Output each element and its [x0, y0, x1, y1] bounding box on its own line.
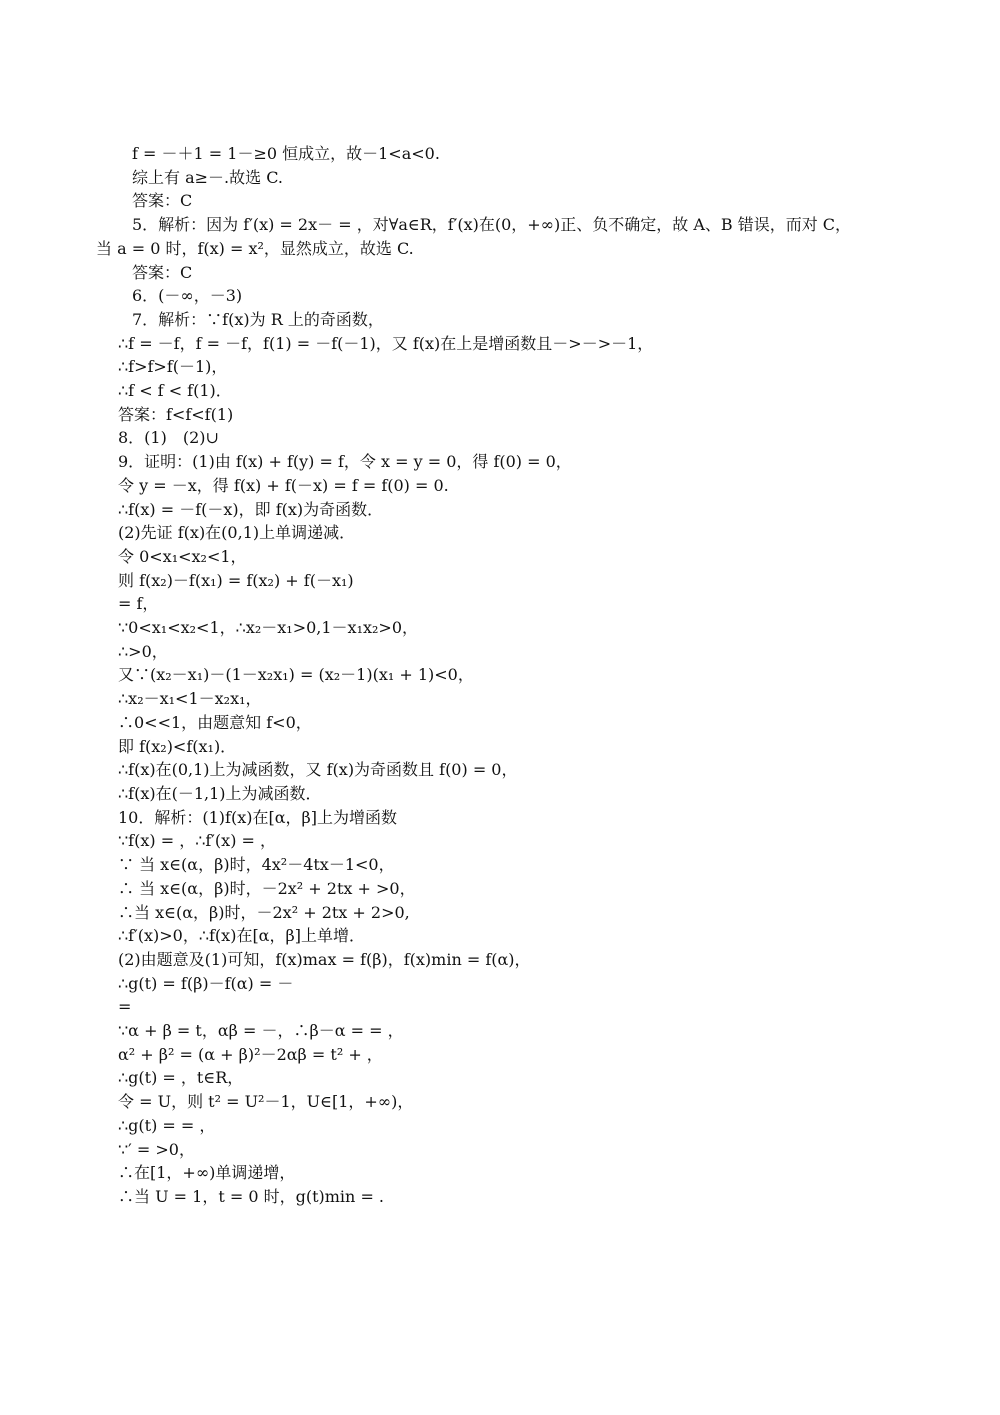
text-line: 又∵(x₂－x₁)－(1－x₂x₁) = (x₂－1)(x₁ + 1)<0， [118, 665, 474, 685]
text-line: (2)由题意及(1)可知，f(x)max = f(β)，f(x)min = f(α)， [118, 949, 531, 969]
text-line: ∵α + β = t，αβ = －，∴β－α = = ， [118, 1021, 404, 1041]
text-line: ∴当 x∈(α，β)时，－2x² + 2tx + 2>0, [118, 902, 410, 922]
text-line: ∴g(t) = = ， [118, 1115, 216, 1135]
text-line: ∵0<x₁<x₂<1，∴x₂－x₁>0,1－x₁x₂>0， [118, 618, 419, 638]
text-line: ∴x₂－x₁<1－x₂x₁， [118, 689, 262, 709]
text-line: 则 f(x₂)－f(x₁) = f(x₂) + f(－x₁) [118, 570, 354, 590]
text-line: α² + β² = (α + β)²－2αβ = t² + ， [118, 1044, 383, 1064]
text-line: ∴>0， [118, 641, 168, 661]
text-line: ∴f = －f，f = －f，f(1) = －f(－1)，又 f(x)在上是增函数且－>－>－1， [118, 333, 654, 353]
text-line: 令 y = －x，得 f(x) + f(－x) = f = f(0) = 0. [118, 475, 449, 495]
text-line: 当 a = 0 时，f(x) = x²，显然成立，故选 C. [96, 238, 414, 258]
text-line: ∴f′(x)>0，∴f(x)在[α，β]上单增． [118, 926, 365, 946]
text-line: 答案：C [132, 191, 193, 211]
text-line: 综上有 a≥－.故选 C. [132, 167, 283, 187]
text-line: ∵ 当 x∈(α，β)时，4x²－4tx－1<0， [118, 855, 395, 875]
text-line: ∴当 U = 1，t = 0 时，g(t)min = . [118, 1186, 385, 1206]
text-line: 5．解析：因为 f′(x) = 2x－ = ，对∀a∈R，f′(x)在(0，+∞)正、负不确定，故 A、B 错误，而对 C， [132, 215, 852, 235]
text-line: 6．(－∞，－3) [132, 286, 243, 306]
text-line: 令 = U，则 t² = U²－1，U∈[1，+∞)， [118, 1092, 414, 1112]
text-line: ∴f < f < f(1)． [118, 381, 232, 401]
text-line: = [118, 997, 132, 1017]
text-line: (2)先证 f(x)在(0,1)上单调递减． [118, 523, 356, 543]
text-line: 答案：C [132, 262, 193, 282]
text-line: 7．解析：∵f(x)为 R 上的奇函数， [132, 309, 384, 329]
text-line: f = －＋1 = 1－≥0 恒成立，故－1<a<0. [132, 144, 440, 163]
text-line: ∴ 当 x∈(α，β)时，－2x² + 2tx + >0， [118, 878, 416, 898]
text-line: 令 0<x₁<x₂<1， [118, 546, 247, 566]
text-line: 8．(1) (2)∪ [118, 428, 219, 448]
text-line: 答案：f<f<f(1) [118, 404, 234, 424]
text-line: = f， [118, 594, 159, 614]
text-line: 10．解析：(1)f(x)在[α，β]上为增函数 [118, 807, 397, 827]
text-line: 即 f(x₂)<f(x₁)． [118, 736, 237, 756]
text-line: ∴0<<1，由题意知 f<0， [118, 712, 312, 732]
text-line: ∴f(x) = －f(－x)，即 f(x)为奇函数． [118, 499, 384, 519]
text-line: ∴在[1，+∞)单调递增， [118, 1163, 296, 1183]
text-line: ∴g(t) = ，t∈R， [118, 1068, 244, 1088]
text-line: 9．证明：(1)由 f(x) + f(y) = f，令 x = y = 0，得 f(0) = 0， [118, 452, 572, 472]
text-line: ∵f(x) = ，∴f′(x) = ， [118, 831, 277, 851]
text-line: ∵′ = >0， [118, 1139, 195, 1159]
text-line: ∴f(x)在(0,1)上为减函数，又 f(x)为奇函数且 f(0) = 0， [118, 760, 518, 780]
solution-text [96, 142, 926, 1209]
text-line: ∴f>f>f(－1)， [118, 357, 228, 377]
text-line: ∴f(x)在(－1,1)上为减函数． [118, 783, 322, 803]
text-line: ∴g(t) = f(β)－f(α) = － [118, 973, 294, 993]
